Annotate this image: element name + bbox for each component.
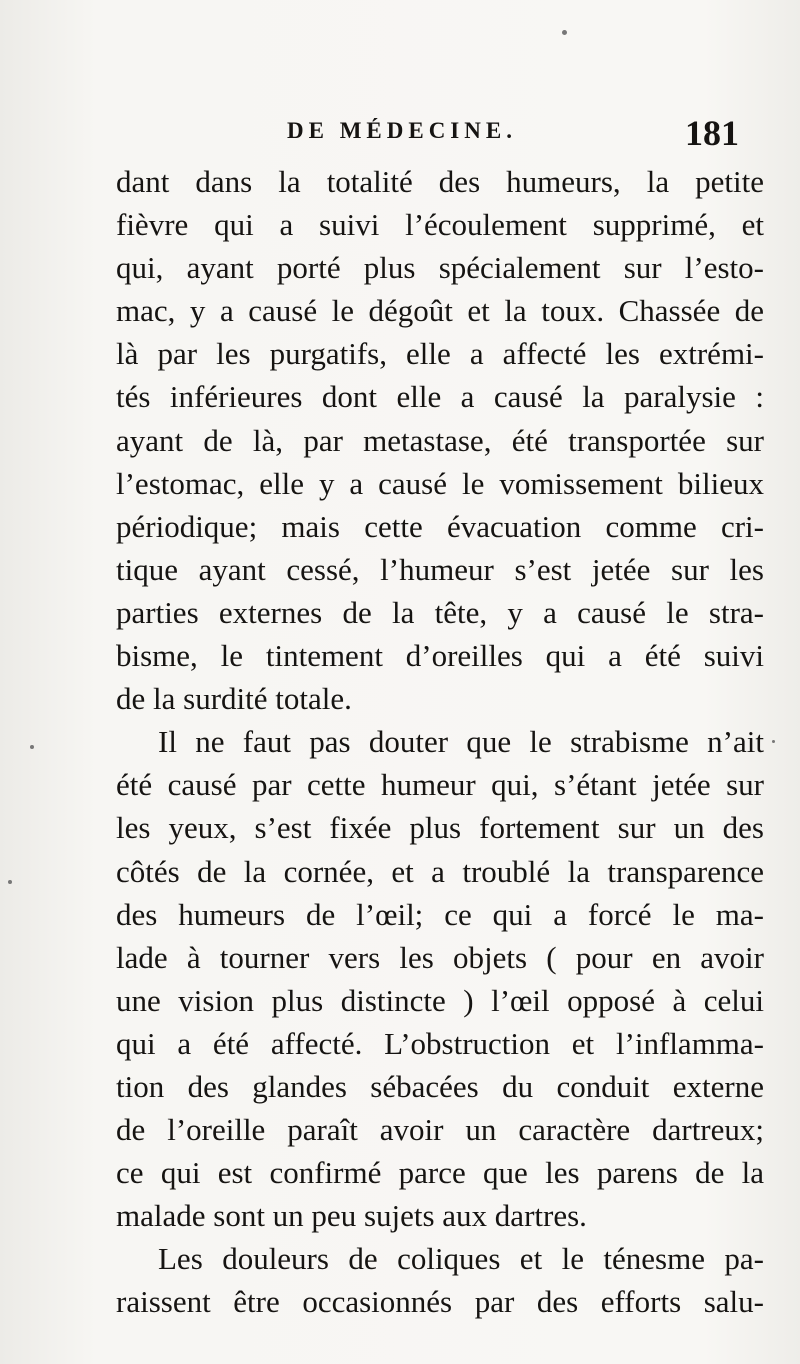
text-line: parties externes de la tête, y a causé le stra- [116,594,764,630]
text-line: raissent être occasionnés par des efforts salu- [116,1284,764,1320]
text-line: lade à tourner vers les objets ( pour en avoir [116,939,764,975]
text-line: fièvre qui a suivi l’écoulement supprimé, et [116,207,764,243]
body-text [116,160,764,1324]
text-line: bisme, le tintement d’oreilles qui a été suivi [116,638,764,674]
text-line: périodique; mais cette évacuation comme cri- [116,508,764,544]
text-line: une vision plus distincte ) l’œil opposé à celui [116,982,764,1018]
ink-speck [30,745,34,749]
text-line: mac, y a causé le dégoût et la toux. Chassée de [116,293,764,329]
ink-speck [562,30,567,35]
text-line: tés inférieures dont elle a causé la paralysie : [116,379,764,415]
text-line: côtés de la cornée, et a troublé la transparence [116,853,764,889]
text-line: les yeux, s’est fixée plus fortement sur un des [116,810,764,846]
text-line: tique ayant cessé, l’humeur s’est jetée sur les [116,551,764,587]
text-line: ce qui est confirmé parce que les parens de la [116,1155,764,1191]
paragraph-start-line: Les douleurs de coliques et le ténesme pa- [158,1241,764,1277]
text-line: qui, ayant porté plus spécialement sur l’esto- [116,250,764,286]
paragraph-end-line: malade sont un peu sujets aux dartres. [116,1198,587,1234]
page-header [0,108,800,158]
text-line: là par les purgatifs, elle a affecté les extrémi- [116,336,764,372]
ink-speck [8,880,12,884]
paragraph-end-line: de la surdité totale. [116,681,352,717]
paragraph-start-line: Il ne faut pas douter que le strabisme n’ait [158,724,764,760]
text-line: été causé par cette humeur qui, s’étant jetée sur [116,767,764,803]
text-line: ayant de là, par metastase, été transportée sur [116,422,764,458]
text-line: de l’oreille paraît avoir un caractère dartreux; [116,1112,764,1148]
text-line: tion des glandes sébacées du conduit externe [116,1068,764,1104]
page-number: 181 [685,113,739,153]
text-line: qui a été affecté. L’obstruction et l’inflamma- [116,1025,764,1061]
text-line: dant dans la totalité des humeurs, la petite [116,164,764,199]
ink-speck [772,740,775,743]
running-head: DE MÉDECINE. [287,118,517,143]
text-line: l’estomac, elle y a causé le vomissement bilieux [116,465,764,501]
text-line: des humeurs de l’œil; ce qui a forcé le ma- [116,896,764,932]
